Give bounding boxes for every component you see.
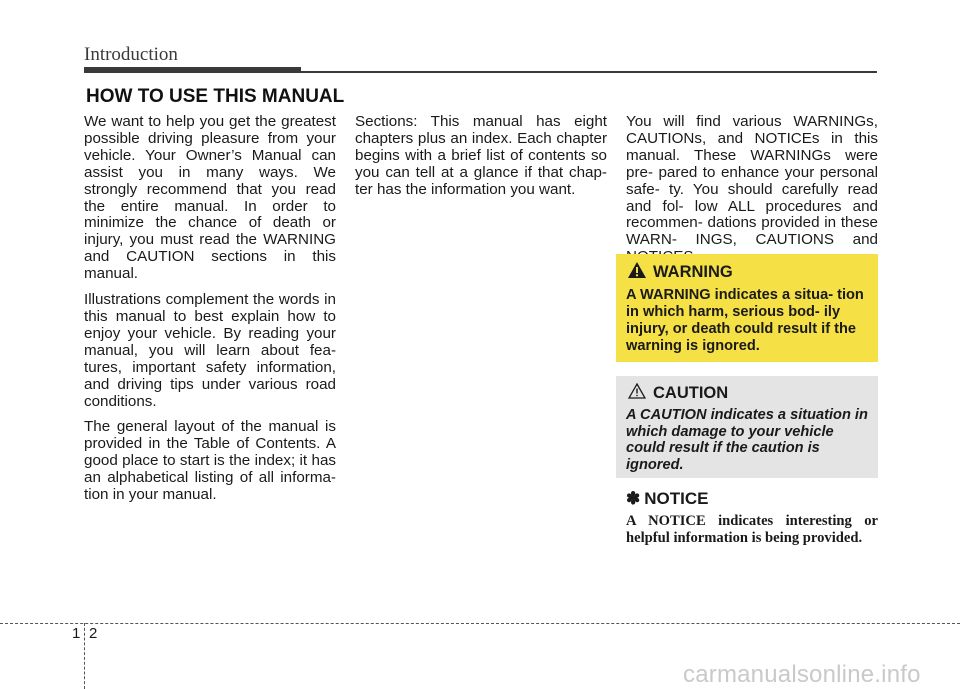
paragraph: We want to help you get the greatest possible driving pleasure from your vehicle. Your Owner’s Manual can assist you in many ways. We strongly recommend that you read the entire manual. In order to minimize the chance of death or injury, you must read the WARNING and CAUTION sections in this manual. bbox=[84, 113, 336, 283]
section-title: HOW TO USE THIS MANUAL bbox=[86, 86, 345, 107]
warning-triangle-icon bbox=[628, 262, 646, 283]
footer-vertical-divider bbox=[84, 623, 85, 689]
warning-header bbox=[628, 262, 868, 283]
warning-text: A WARNING indicates a situa- tion in which harm, serious bod- ily injury, or death could result if the warning is ignored. bbox=[626, 287, 864, 354]
column-2 bbox=[355, 114, 607, 208]
caution-title: CAUTION bbox=[653, 384, 729, 402]
caution-header bbox=[628, 383, 868, 404]
notice-heading bbox=[626, 489, 708, 509]
header-rule-thick bbox=[84, 67, 301, 73]
header-rule-thin bbox=[301, 71, 877, 73]
warning-title: WARNING bbox=[653, 263, 733, 281]
warning-box bbox=[616, 254, 878, 362]
header-title: Introduction bbox=[84, 44, 178, 65]
paragraph: Illustrations complement the words in this manual to best explain how to enjoy your vehicle. By reading your manual, you will learn about fea- tures, important safety information, and driving tips under various road conditions. bbox=[84, 291, 336, 410]
footer-divider bbox=[0, 623, 960, 624]
notice-title: NOTICE bbox=[644, 489, 709, 508]
chapter-number: 1 bbox=[72, 625, 81, 642]
column-3 bbox=[626, 114, 878, 275]
watermark: carmanualsonline.info bbox=[683, 661, 921, 688]
caution-triangle-icon bbox=[628, 383, 646, 404]
notice-star-icon: ✽ bbox=[626, 489, 641, 508]
page-number: 2 bbox=[89, 625, 98, 642]
paragraph: The general layout of the manual is provided in the Table of Contents. A good place to start is the index; it has an alphabetical listing of all informa- tion in your manual. bbox=[84, 418, 336, 504]
paragraph: Sections: This manual has eight chapters plus an index. Each chapter begins with a brief list of contents so you can tell at a glance if that chap- ter has the information you want. bbox=[355, 113, 607, 198]
caution-text: A CAUTION indicates a situation in which damage to your vehicle could result if the caution is ignored. bbox=[626, 407, 868, 473]
notice-text: A NOTICE indicates interesting or helpful information is being provided. bbox=[626, 513, 878, 546]
caution-box bbox=[616, 376, 878, 478]
column-1 bbox=[84, 114, 336, 513]
paragraph: You will find various WARNINGs, CAUTIONs, and NOTICEs in this manual. These WARNINGs were pre- pared to enhance your personal safe- ty. You should carefully read and fol- low ALL procedures and recommen- dations provided in these WARN- INGS, CAUTIONS and bbox=[626, 113, 878, 249]
